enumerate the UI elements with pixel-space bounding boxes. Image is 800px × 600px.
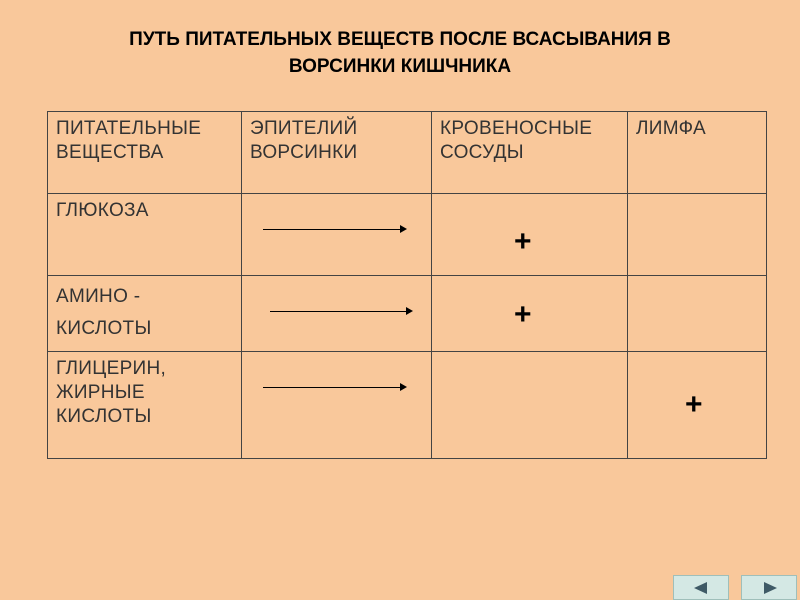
epithelium-cell [242, 352, 432, 459]
nutrient-cell: АМИНО - КИСЛОТЫ [48, 276, 242, 352]
plus-mark: + [514, 225, 532, 258]
header-nutrients: ПИТАТЕЛЬНЫЕ ВЕЩЕСТВА [48, 112, 242, 194]
next-slide-button[interactable] [741, 575, 797, 600]
plus-mark: + [514, 298, 532, 331]
right-arrow-icon [263, 229, 405, 230]
right-arrow-icon [263, 387, 405, 388]
page-title [60, 26, 740, 80]
epithelium-cell [242, 276, 432, 352]
right-arrow-icon [270, 311, 411, 312]
header-lymph: ЛИМФА [628, 112, 767, 194]
table-row [48, 276, 767, 352]
lymph-cell [628, 276, 767, 352]
previous-slide-button[interactable] [673, 575, 729, 600]
blood-cell [432, 276, 628, 352]
table-row [48, 352, 767, 459]
lymph-cell [628, 352, 767, 459]
plus-mark: + [685, 388, 703, 421]
lymph-cell [628, 194, 767, 276]
triangle-left-icon [694, 582, 707, 594]
nutrient-cell: ГЛЮКОЗА [48, 194, 242, 276]
blood-cell [432, 194, 628, 276]
title-line-2: ВОРСИНКИ КИШЧНИКА [288, 56, 512, 77]
title-line-1: ПУТЬ ПИТАТЕЛЬНЫХ ВЕЩЕСТВ ПОСЛЕ ВСАСЫВАНИЯ В [129, 29, 671, 50]
header-epithelium: ЭПИТЕЛИЙ ВОРСИНКИ [242, 112, 432, 194]
triangle-right-icon [764, 582, 777, 594]
header-blood-vessels: КРОВЕНОСНЫЕ СОСУДЫ [432, 112, 628, 194]
epithelium-cell [242, 194, 432, 276]
blood-cell [432, 352, 628, 459]
nutrient-cell: ГЛИЦЕРИН, ЖИРНЫЕ КИСЛОТЫ [48, 352, 242, 459]
nutrient-path-table [47, 111, 767, 459]
table-header-row [48, 112, 767, 194]
table-row [48, 194, 767, 276]
